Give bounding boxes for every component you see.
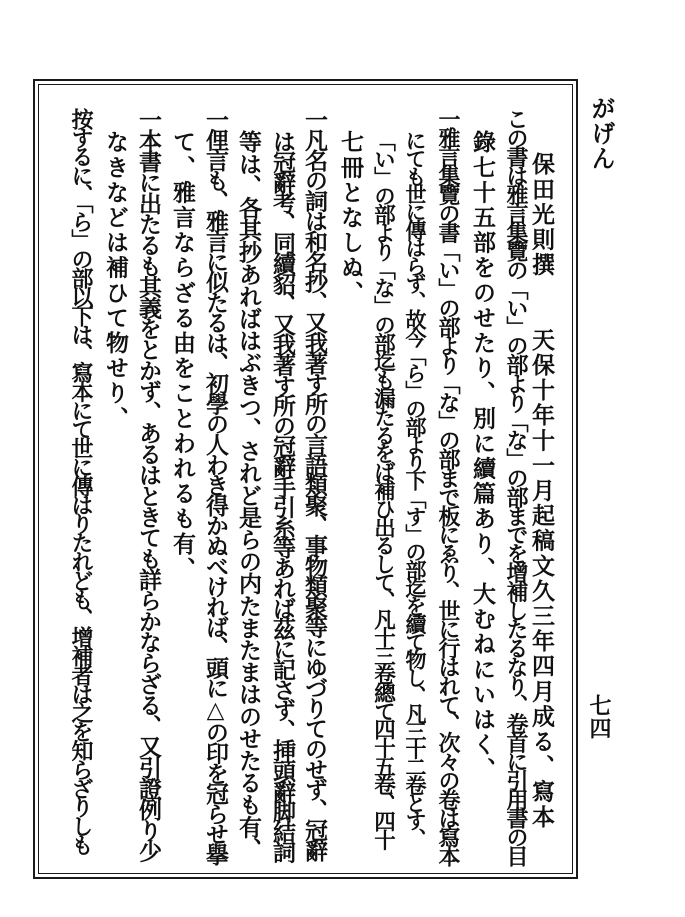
text-column-2: この書は雅言集覽の「い」の部より「な」の部までを增補したるなり、卷首に引用書の目 bbox=[503, 108, 529, 865]
text-column-7: 七冊となしぬ、 bbox=[337, 130, 364, 306]
page-number: 七四 bbox=[586, 694, 612, 740]
text-column-4: 一雅言集覽の書「い」の部より「な」の部まで板にゑり、世に行はれて、次々の卷は寫本 bbox=[435, 108, 461, 865]
text-column-8: 一凡名の詞は和名抄、又我著す所の言語類聚、事物類聚等にゆづりてのせず、冠辭 bbox=[301, 108, 328, 860]
text-column-15: 按するに、「ら」の部以下は、寫本にて世に傳はりたれども、增補者は之を知らざりしも bbox=[68, 108, 94, 854]
running-headword: がげん bbox=[587, 96, 615, 171]
text-column-14: なきなどは補ひて物せり、 bbox=[102, 130, 129, 432]
text-column-1: 保田光則撰 天保十年十一月起稿文久三年四月成る、寫本 bbox=[528, 152, 555, 830]
text-column-3: 錄七十五部をのせたり、別に續篇あり、大むねにいはく、 bbox=[469, 130, 496, 783]
text-column-13: 一本書に出たるも其義をとかず、あるはときても詳らかならざる、又引證例り少 bbox=[135, 108, 162, 861]
text-column-6: 「い」の部より「な」の部迄も漏たるをば補ひ出るして、凡十三卷總て四十五卷、四十 bbox=[370, 130, 396, 848]
text-column-9: は冠辭考、同續貂、又我著す所の冠辭手引糸等あれば茲に記さず、挿頭辭脚結詞 bbox=[269, 130, 296, 861]
text-column-11: 一俚言も、雅言に似たるは、初學の人わき得かぬべければ、頭に△の印を冠らせ擧 bbox=[202, 108, 229, 864]
text-column-5: にても世に傳はらず、故今「ら」の部より下「す」の部迄を續て物し、凡三十二卷とす、 bbox=[403, 130, 428, 847]
text-column-12: て、雅言ならざる由をことわれるも有、 bbox=[169, 130, 196, 582]
text-column-10: 等は、各其抄あればはぶきつ、されど是らの内たまたまはのせたるも有、 bbox=[235, 130, 262, 860]
